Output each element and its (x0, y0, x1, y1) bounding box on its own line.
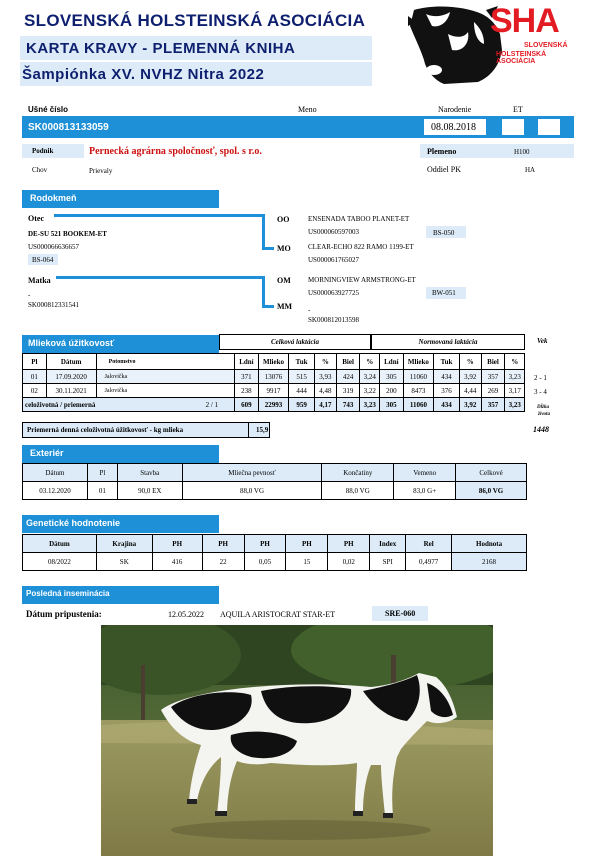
table-cell: 01 (87, 482, 117, 500)
milk-col-fat-pct: % (315, 354, 337, 370)
table-cell: 4,48 (315, 384, 337, 398)
milk-col-norm-days: Ldní (379, 354, 403, 370)
table-cell: 03.12.2020 (23, 482, 88, 500)
breeder-value: Prievaly (89, 167, 113, 175)
table-cell: 8473 (403, 384, 433, 398)
cow-photo-image (101, 625, 493, 856)
daily-milk-value: 15,9 (256, 426, 269, 434)
milk-total-label: celoživotná / priemerná (25, 400, 96, 409)
table-cell: 9917 (258, 384, 288, 398)
daily-milk-label: Priemerná denná celoživotná úžitkovosť - kg mlieka (27, 426, 184, 434)
cow-photo (101, 625, 493, 856)
sire-label: Otec (28, 214, 44, 223)
breed-label: Plemeno (427, 147, 457, 156)
sire-bracket-h (262, 247, 274, 250)
birth-label: Narodenie (438, 105, 472, 114)
milk-col-norm-milk: Mlieko (403, 354, 433, 370)
table-cell: 424 (336, 370, 360, 384)
insemination-bull: AQUILA ARISTOCRAT STAR-ET (220, 610, 336, 619)
om-code: BW-051 (432, 289, 456, 297)
age-row-2: 3 - 4 (534, 388, 547, 396)
table-cell: 3,17 (505, 384, 525, 398)
dam-bracket-h (262, 305, 274, 308)
mm-name: - (308, 306, 311, 314)
table-cell: 3,22 (360, 384, 379, 398)
genetics-col-date: Dátum (23, 535, 97, 553)
genetics-header-row (23, 535, 527, 553)
milk-header-row (23, 354, 525, 370)
om-name: MORNINGVIEW ARMSTRONG-ET (308, 276, 416, 284)
table-cell: SK (96, 553, 152, 571)
dam-label: Matka (28, 276, 51, 285)
oo-code: BS-050 (433, 229, 455, 237)
milk-col-protein: Biel (336, 354, 360, 370)
om-label: OM (277, 276, 291, 285)
exterior-header-row (23, 464, 527, 482)
logo-subtitle-1: SLOVENSKÁ (524, 42, 568, 49)
oo-name: ENSENADA TABOO PLANET-ET (308, 215, 410, 223)
genetics-col-ph-4: PH (286, 535, 328, 553)
milk-group-norm (371, 334, 525, 350)
milk-age-label: Vek (537, 337, 548, 345)
logo-subtitle-2: HOLSTEINSKÁ ASOCIÁCIA (496, 51, 547, 65)
milk-col-milk: Mlieko (258, 354, 288, 370)
table-row (23, 553, 527, 571)
table-cell: 376 (434, 384, 460, 398)
breeder-label: Chov (32, 166, 48, 174)
milk-col-norm-protein: Biel (481, 354, 505, 370)
genetics-col-rel: Rel (406, 535, 452, 553)
table-cell: 11060 (403, 370, 433, 384)
genetics-col-index: Index (370, 535, 406, 553)
table-cell: 3,23 (505, 370, 525, 384)
age-row-1: 2 - 1 (534, 374, 547, 382)
exterior-table (22, 463, 527, 500)
exterior-col-pl: Pl (87, 464, 117, 482)
ear-number-label: Ušné číslo (28, 105, 69, 114)
milk-total-count: 2 / 1 (205, 400, 219, 409)
table-cell: 02 (23, 384, 47, 398)
daily-milk-divider (248, 422, 249, 438)
table-row (23, 482, 527, 500)
life-label-1: Dĺžka (537, 405, 549, 410)
table-cell: Jalovička (96, 384, 234, 398)
mm-label: MM (277, 302, 293, 311)
genetics-col-ph-1: PH (152, 535, 202, 553)
name-label: Meno (298, 105, 317, 114)
sha-logo (404, 4, 574, 84)
table-cell: 15 (286, 553, 328, 571)
table-cell: 3,92 (459, 398, 481, 412)
table-cell: 3,93 (315, 370, 337, 384)
table-row (23, 370, 525, 384)
milk-col-pl: Pl (23, 354, 47, 370)
milk-total-row (23, 398, 525, 412)
mo-name: CLEAR-ECHO 822 RAMO 1199-ET (308, 243, 414, 251)
sire-id: US000066636657 (28, 243, 79, 251)
table-cell: 269 (481, 384, 505, 398)
org-name: SLOVENSKÁ HOLSTEINSKÁ ASOCIÁCIA (24, 11, 366, 30)
table-cell: 11060 (403, 398, 433, 412)
dam-bracket-v (262, 276, 265, 308)
exterior-title: Exteriér (30, 448, 64, 458)
om-id: US000063927725 (308, 289, 359, 297)
pedigree-title: Rodokmeň (30, 193, 77, 203)
genetics-col-country: Krajina (96, 535, 152, 553)
milk-col-date: Dátum (46, 354, 96, 370)
dam-line (56, 276, 264, 279)
exterior-col-date: Dátum (23, 464, 88, 482)
section-label: Oddiel PK (427, 165, 461, 174)
genetics-col-ph-2: PH (202, 535, 244, 553)
table-cell: 0,05 (244, 553, 286, 571)
milk-col-norm-fat-pct: % (459, 354, 481, 370)
life-value: 1448 (533, 425, 549, 434)
milk-col-days: Ldní (235, 354, 259, 370)
logo-text: SHA (490, 2, 559, 40)
genetics-table (22, 534, 527, 571)
card-title: KARTA KRAVY - PLEMENNÁ KNIHA (26, 40, 296, 57)
table-cell: 743 (336, 398, 360, 412)
section-value: HA (525, 166, 536, 174)
table-cell: 357 (481, 398, 505, 412)
owner-label: Podnik (32, 147, 54, 155)
mm-id: SK000812013598 (308, 316, 359, 324)
insemination-date-label: Dátum pripustenia: (26, 609, 102, 619)
oo-id: US000060597003 (308, 228, 359, 236)
table-cell: 86,0 VG (456, 482, 527, 500)
milk-col-protein-pct: % (360, 354, 379, 370)
table-cell: 357 (481, 370, 505, 384)
exterior-col-udder: Vemeno (394, 464, 456, 482)
table-cell: 30.11.2021 (46, 384, 96, 398)
milk-group-norm-label: Normovaná laktácia (418, 338, 478, 346)
mo-id: US000061765027 (308, 256, 359, 264)
milk-table (22, 353, 525, 412)
genetics-col-ph-5: PH (328, 535, 370, 553)
mo-label: MO (277, 244, 291, 253)
genetics-title: Genetické hodnotenie (26, 518, 121, 528)
table-cell: 3,23 (360, 398, 379, 412)
table-cell: 0,4977 (406, 553, 452, 571)
table-cell: 08/2022 (23, 553, 97, 571)
owner-value: Pernecká agrárna spoločnosť, spol. s r.o. (89, 146, 262, 157)
table-cell: 4,44 (459, 384, 481, 398)
sire-bracket-v (262, 214, 265, 250)
et-box-1 (502, 119, 524, 135)
table-cell: 4,17 (315, 398, 337, 412)
milk-group-total-label: Celková laktácia (270, 338, 320, 346)
table-cell: 22993 (258, 398, 288, 412)
exterior-col-total: Celkové (456, 464, 527, 482)
et-box-2 (538, 119, 560, 135)
sire-line (54, 214, 264, 217)
table-cell: 83,0 G+ (394, 482, 456, 500)
table-cell: 3,24 (360, 370, 379, 384)
table-cell: 3,92 (459, 370, 481, 384)
exterior-col-legs: Končatiny (322, 464, 394, 482)
exterior-col-frame: Stavba (117, 464, 182, 482)
insemination-date: 12.05.2022 (168, 610, 204, 619)
ear-number-value: SK000813133059 (28, 122, 109, 133)
exterior-col-dairy: Mliečna pevnosť (182, 464, 322, 482)
table-cell: 416 (152, 553, 202, 571)
insemination-code: SRE-060 (385, 609, 416, 618)
table-cell: 434 (434, 398, 460, 412)
table-cell: 0,02 (328, 553, 370, 571)
dam-id: SK000812331541 (28, 301, 79, 309)
table-cell: 305 (379, 370, 403, 384)
genetics-col-value: Hodnota (452, 535, 527, 553)
table-cell: 01 (23, 370, 47, 384)
dam-name: - (28, 291, 31, 299)
table-cell: 609 (235, 398, 259, 412)
milk-title: Mlieková úžitkovosť (28, 338, 115, 348)
oo-label: OO (277, 215, 290, 224)
table-cell: 200 (379, 384, 403, 398)
table-cell: SPI (370, 553, 406, 571)
breed-value: H100 (514, 148, 530, 156)
table-cell: 238 (235, 384, 259, 398)
milk-col-norm-fat: Tuk (434, 354, 460, 370)
sire-name: DE-SU 521 BOOKEM-ET (28, 230, 107, 238)
sire-code: BS-064 (32, 256, 54, 264)
table-cell: 515 (289, 370, 315, 384)
table-cell: 305 (379, 398, 403, 412)
table-cell: 22 (202, 553, 244, 571)
table-cell: 2168 (452, 553, 527, 571)
genetics-col-ph-3: PH (244, 535, 286, 553)
milk-col-offspring: Potomstvo (96, 354, 234, 370)
milk-col-fat: Tuk (289, 354, 315, 370)
table-cell: 371 (235, 370, 259, 384)
table-cell: 3,23 (505, 398, 525, 412)
milk-group-total (219, 334, 371, 350)
table-cell: 444 (289, 384, 315, 398)
table-cell: 319 (336, 384, 360, 398)
table-cell: 88,0 VG (182, 482, 322, 500)
table-cell: 17.09.2020 (46, 370, 96, 384)
milk-col-norm-protein-pct: % (505, 354, 525, 370)
event-title: Šampiónka XV. NVHZ Nitra 2022 (22, 66, 265, 83)
table-cell: 13076 (258, 370, 288, 384)
table-cell: 434 (434, 370, 460, 384)
table-cell: 959 (289, 398, 315, 412)
table-cell: 90,0 EX (117, 482, 182, 500)
insemination-title: Posledná inseminácia (26, 589, 110, 598)
table-cell: Jalovička (96, 370, 234, 384)
birth-date-value: 08.08.2018 (431, 122, 476, 133)
table-row (23, 384, 525, 398)
milk-total-cell (23, 398, 235, 412)
table-cell: 88,0 VG (322, 482, 394, 500)
et-label: ET (513, 105, 523, 114)
life-label-2: života (538, 412, 550, 417)
